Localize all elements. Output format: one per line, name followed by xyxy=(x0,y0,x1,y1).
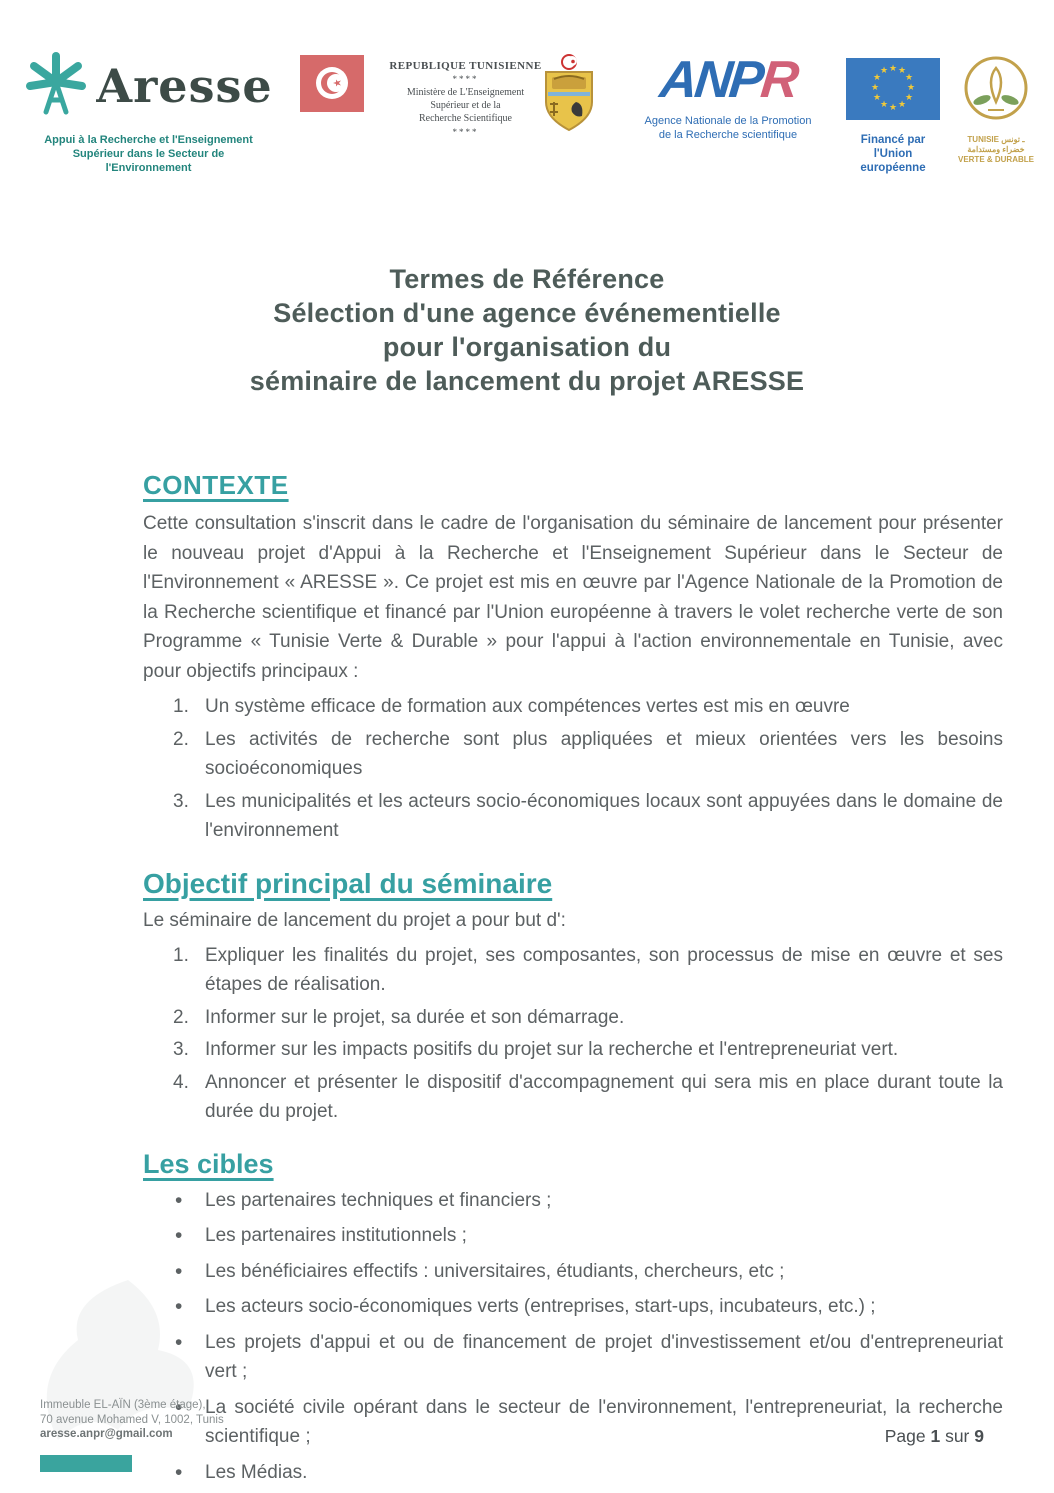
ministry-country: REPUBLIQUE TUNISIENNE xyxy=(389,60,542,72)
objectif-goals-list xyxy=(143,941,1003,1127)
list-item: • Les Médias. xyxy=(143,1458,1003,1488)
aresse-logo xyxy=(36,48,273,175)
tvd-caption-line1: TUNISIE ـ تونس xyxy=(967,135,1025,144)
ministry-line2: Supérieur et de la xyxy=(430,100,501,111)
svg-text:★: ★ xyxy=(906,83,916,93)
eu-flag-icon xyxy=(846,64,940,124)
list-item: • Les bénéficiaires effectifs : universitaires, étudiants, chercheurs, etc ; xyxy=(143,1257,1003,1287)
page-separator: sur xyxy=(945,1426,970,1446)
list-item: Informer sur le projet, sa durée et son démarrage. xyxy=(205,1006,625,1028)
svg-text:★: ★ xyxy=(879,66,889,76)
section-heading-contexte: CONTEXTE xyxy=(143,470,289,500)
anpr-wordmark xyxy=(635,52,821,108)
title-line1: Termes de Référence xyxy=(389,264,665,294)
list-item: Expliquer les finalités du projet, ses composantes, son processus de mise en œuvre et ses étapes de réalisation. xyxy=(205,944,1003,995)
list-item: • Les projets d'appui et ou de financement de projet d'investissement et/ou d'entrepreneuriat vert ; xyxy=(143,1328,1003,1387)
list-item: Informer sur les impacts positifs du projet sur la recherche et l'entrepreneuriat vert. xyxy=(205,1039,899,1060)
aresse-tagline-line1: Appui à la Recherche et l'Enseignement xyxy=(44,134,253,146)
svg-text:★: ★ xyxy=(904,93,914,103)
svg-text:★: ★ xyxy=(872,93,882,103)
page-word: Page xyxy=(884,1426,926,1446)
list-item: • Les acteurs socio-économiques verts (entreprises, start-ups, incubateurs, etc.) ; xyxy=(143,1292,1003,1322)
section-heading-cibles: Les cibles xyxy=(143,1148,274,1179)
title-line2: Sélection d'une agence événementielle xyxy=(273,298,781,328)
cibles-targets-list xyxy=(143,1186,1003,1488)
svg-text:★: ★ xyxy=(897,100,907,110)
eu-caption-line1: Financé par xyxy=(860,134,926,146)
eu-caption xyxy=(843,133,943,175)
page-number xyxy=(885,1426,984,1447)
aresse-tree-icon xyxy=(24,48,88,123)
anpr-subtitle-line2: de la Recherche scientifique xyxy=(658,129,798,141)
tvd-caption-line2: خضراء ومستدامة xyxy=(967,145,1025,154)
tunisia-coat-of-arms-icon xyxy=(540,52,598,139)
contexte-objectives-list xyxy=(143,692,1003,846)
ministry-text-block xyxy=(388,60,543,139)
tvd-caption-line3: VERTE & DURABLE xyxy=(957,155,1034,164)
ministry-line3: Recherche Scientifique xyxy=(418,113,512,124)
tunisia-flag-icon xyxy=(300,55,364,117)
svg-text:★: ★ xyxy=(897,66,907,76)
list-item: Les activités de recherche sont plus appliquées et mieux orientées vers les besoins socioéconomiques xyxy=(205,728,1003,779)
svg-text:★: ★ xyxy=(888,103,898,113)
contexte-paragraph: Cette consultation s'inscrit dans le cadre de l'organisation du séminaire de lancement pour présenter le nouveau projet d'Appui à la Recherche et l'Enseignement Supérieur dans le Secteur de l'Environnement « ARESSE ». Ce projet est mis en œuvre par l'Agence Nationale de la Promotion de la Recherche scientifique et financé par l'Union européenne à travers le volet recherche verte de son Programme « Tunisie Verte & Durable » pour l'appui à l'action environnementale en Tunisie, avec pour objectifs principaux : xyxy=(143,513,1003,682)
footer-teal-bar xyxy=(40,1455,132,1472)
svg-text:★: ★ xyxy=(904,73,914,83)
list-item: Annoncer et présenter le dispositif d'accompagnement qui sera mis en place durant toute la durée du projet. xyxy=(205,1071,1003,1122)
eu-caption-line2: l'Union européenne xyxy=(860,148,926,174)
ministry-stars-top: **** xyxy=(452,74,479,84)
eu-flag-logo xyxy=(843,58,943,175)
anpr-subtitle xyxy=(638,114,818,142)
aresse-tagline-line2: Supérieur dans le Secteur de l'Environnement xyxy=(72,148,225,174)
list-item: • Les partenaires techniques et financiers ; xyxy=(143,1186,1003,1216)
anpr-letter-pink: R xyxy=(758,51,799,109)
ministry-line1: Ministère de L'Enseignement xyxy=(406,87,525,98)
tvd-leaf-icon xyxy=(958,115,1034,132)
document-body xyxy=(143,470,1003,1493)
ministry-stars-bottom: **** xyxy=(452,127,479,137)
svg-text:★: ★ xyxy=(879,100,889,110)
list-item: Un système efficace de formation aux compétences vertes est mis en œuvre xyxy=(205,696,850,717)
list-item: • Les partenaires institutionnels ; xyxy=(143,1221,1003,1251)
footer-address-line2: 70 avenue Mohamed V, 1002, Tunis xyxy=(40,1413,224,1426)
objectif-intro: Le séminaire de lancement du projet a pour but d': xyxy=(143,909,566,931)
section-heading-objectif: Objectif principal du séminaire xyxy=(143,867,553,899)
svg-text:★: ★ xyxy=(872,73,882,83)
page-total: 9 xyxy=(974,1426,984,1446)
svg-text:★: ★ xyxy=(870,83,880,93)
document-title xyxy=(0,262,1054,398)
title-line3: pour l'organisation du xyxy=(382,332,672,362)
list-item: • La société civile opérant dans le secteur de l'environnement, l'entrepreneuriat, la recherche scientifique ; xyxy=(143,1393,1003,1452)
aresse-wordmark: Aresse xyxy=(96,58,273,113)
anpr-logo xyxy=(638,52,818,142)
footer-address xyxy=(40,1398,224,1442)
list-item: Les municipalités et les acteurs socio-économiques locaux sont appuyées dans le domaine de l'environnement xyxy=(205,790,1003,841)
anpr-subtitle-line1: Agence Nationale de la Promotion xyxy=(644,115,812,127)
svg-text:★: ★ xyxy=(888,64,898,74)
page-current: 1 xyxy=(930,1426,941,1446)
footer-email: aresse.anpr@gmail.com xyxy=(40,1428,173,1440)
footer-address-line1: Immeuble EL-AÏN (3ème étage), xyxy=(40,1399,206,1411)
tunisie-verte-durable-logo xyxy=(954,52,1038,165)
title-line4: séminaire de lancement du projet ARESSE xyxy=(249,366,805,396)
anpr-letters-blue: ANP xyxy=(657,51,765,109)
tvd-caption xyxy=(954,135,1038,165)
aresse-tagline xyxy=(36,133,261,175)
